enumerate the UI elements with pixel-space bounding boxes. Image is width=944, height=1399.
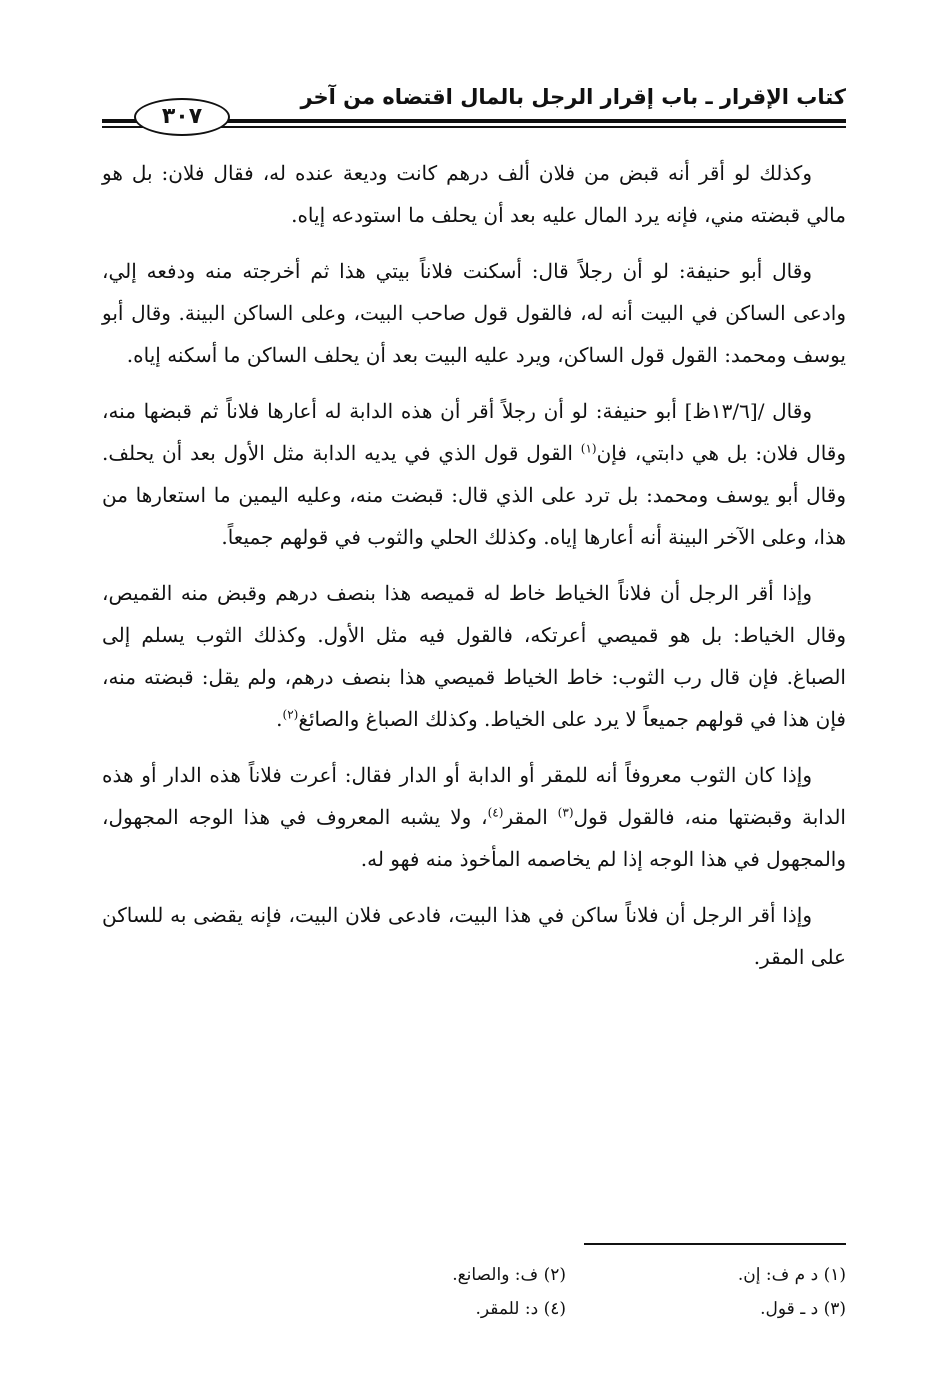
footnote-marker: (١) bbox=[580, 441, 597, 456]
main-text bbox=[102, 152, 846, 992]
footnote bbox=[566, 1258, 846, 1292]
paragraph bbox=[102, 250, 846, 376]
paragraph bbox=[102, 894, 846, 978]
footnote-text: د م ف: إن. bbox=[737, 1265, 819, 1285]
paragraph-text: المقر bbox=[503, 805, 558, 829]
paragraph-text: . bbox=[276, 707, 283, 731]
footnote-number: (٤) bbox=[543, 1299, 566, 1319]
paragraph-text: وإذا أقر الرجل أن فلاناً الخياط خاط له قميصه هذا بنصف درهم وقبض منه القميص، وقال الخياط: بل هو قميصي أعرتكه، فالقول فيه مثل الأول. وكذلك الثوب يسلم إلى الصباغ. فإن قال رب الثوب: خاط الخياط قميصي هذا بنصف درهم، ولم يقل: قبضته منه، فإن هذا في قولهم جميعاً لا يرد على الخياط. وكذلك الصباغ والصائغ bbox=[102, 581, 846, 731]
footnotes bbox=[286, 1258, 846, 1326]
footnote-text: د: للمقر. bbox=[475, 1299, 539, 1319]
footnote-marker: (٣) bbox=[557, 805, 574, 820]
page-number-badge: ٣٠٧ bbox=[134, 98, 230, 136]
paragraph bbox=[102, 152, 846, 236]
footnote-number: (٢) bbox=[543, 1265, 566, 1285]
paragraph-text: ، ولا يشبه المعروف في هذا الوجه المجهول، والمجهول في هذا الوجه إذا لم يخاصمه المأخوذ منه فهو له. bbox=[102, 805, 846, 871]
footnote-marker: (٤) bbox=[487, 805, 504, 820]
footnote-separator bbox=[584, 1243, 846, 1245]
footnote-row bbox=[286, 1258, 846, 1292]
paragraph-text: وإذا أقر الرجل أن فلاناً ساكن في هذا البيت، فادعى فلان البيت، فإنه يقضى به للساكن على المقر. bbox=[102, 903, 846, 969]
paragraph-text: وإذا كان الثوب معروفاً أنه للمقر أو الدابة أو الدار فقال: أعرت فلاناً هذه الدار أو هذه الدابة وقبضتها منه، فالقول قول bbox=[102, 763, 846, 829]
footnote bbox=[286, 1292, 566, 1326]
paragraph-text: وقال /[١٣/٦ظ] أبو حنيفة: لو أن رجلاً أقر أن هذه الدابة له أعارها فلاناً ثم قبضها منه، وقال فلان: بل هي دابتي، فإن bbox=[102, 399, 847, 465]
footnote-row bbox=[286, 1292, 846, 1326]
footnote bbox=[566, 1292, 846, 1326]
paragraph bbox=[102, 572, 846, 740]
footnote bbox=[286, 1258, 566, 1292]
footnote-number: (٣) bbox=[823, 1299, 846, 1319]
footnote-text: د ـ قول. bbox=[760, 1299, 819, 1319]
footnote-marker: (٢) bbox=[282, 707, 299, 722]
paragraph-text: القول قول الذي في يديه الدابة مثل الأول بعد أن يحلف. وقال أبو يوسف ومحمد: بل ترد على الذي قال: قبضت منه، وعليه اليمين ما استعارها من هذا، وعلى الآخر البينة أنه أعارها إياه. وكذلك الحلي والثوب في قولهم جميعاً. bbox=[102, 441, 846, 549]
paragraph bbox=[102, 390, 846, 558]
footnote-text: ف: والصانع. bbox=[452, 1265, 539, 1285]
paragraph-text: وكذلك لو أقر أنه قبض من فلان ألف درهم كانت وديعة عنده له، فقال فلان: بل هو مالي قبضته مني، فإنه يرد المال عليه بعد أن يحلف ما استودعه إياه. bbox=[102, 161, 846, 227]
footnote-number: (١) bbox=[823, 1265, 846, 1285]
paragraph-text: وقال أبو حنيفة: لو أن رجلاً قال: أسكنت فلاناً بيتي هذا ثم أخرجته منه ودفعه إلي، وادعى الساكن في البيت أنه له، فالقول قول صاحب البيت، وعلى الساكن البينة. وقال أبو يوسف ومحمد: القول قول الساكن، ويرد عليه البيت بعد أن يحلف الساكن ما أسكنه إياه. bbox=[102, 259, 846, 367]
running-header-title: كتاب الإقرار ـ باب إقرار الرجل بالمال اقتضاه من آخر bbox=[300, 85, 846, 109]
paragraph bbox=[102, 754, 846, 880]
